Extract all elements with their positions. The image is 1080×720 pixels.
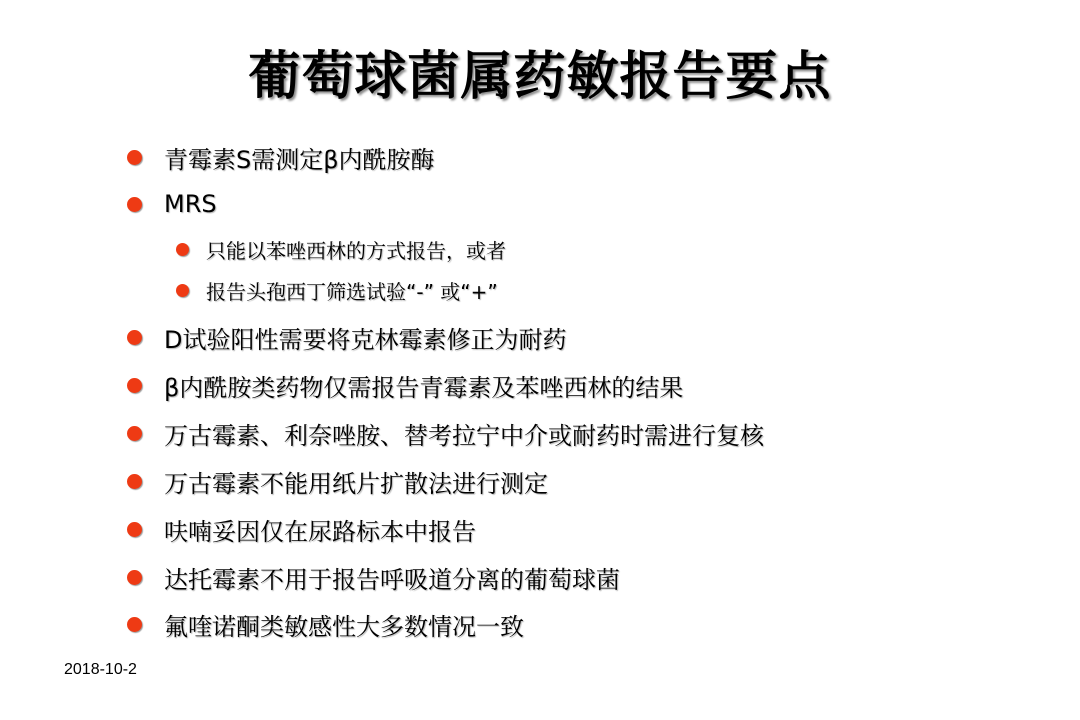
slide-title: 葡萄球菌属药敏报告要点 [248, 47, 832, 107]
list-item [127, 464, 548, 498]
bullet-dot-icon [127, 522, 142, 537]
list-item [127, 416, 764, 450]
sub-list-item-text: 只能以苯唑西林的方式报告，或者 [206, 238, 506, 263]
list-item [127, 187, 217, 221]
bullet-dot-icon [127, 378, 142, 393]
bullet-dot-icon [127, 474, 142, 489]
list-item-text: 呋喃妥因仅在尿路标本中报告 [164, 517, 476, 546]
bullet-dot-icon [176, 284, 189, 297]
list-item [127, 320, 566, 354]
bullet-dot-icon [127, 570, 142, 585]
bullet-dot-icon [127, 330, 142, 345]
bullet-dot-icon [127, 426, 142, 441]
list-item-text: 达托霉素不用于报告呼吸道分离的葡萄球菌 [164, 565, 620, 594]
list-item-text: 青霉素S需测定β内酰胺酶 [164, 145, 435, 174]
list-item-text: β内酰胺类药物仅需报告青霉素及苯唑西林的结果 [164, 373, 684, 402]
bullet-dot-icon [127, 197, 142, 212]
list-item [127, 560, 620, 594]
bullet-dot-icon [127, 617, 142, 632]
bullet-dot-icon [176, 243, 189, 256]
list-item [127, 140, 435, 174]
list-item-text: MRS [164, 190, 217, 218]
list-item-text: 万古霉素不能用纸片扩散法进行测定 [164, 469, 548, 498]
list-item-text: 万古霉素、利奈唑胺、替考拉宁中介或耐药时需进行复核 [164, 421, 764, 450]
sub-list-item [176, 234, 506, 264]
list-item [127, 368, 683, 402]
bullet-dot-icon [127, 150, 142, 165]
list-item-text: D试验阳性需要将克林霉素修正为耐药 [164, 325, 567, 354]
footer-date: 2018-10-2 [64, 661, 137, 678]
list-item [127, 607, 524, 641]
list-item [127, 512, 476, 546]
sub-list-item [176, 275, 498, 305]
sub-list-item-text: 报告头孢西丁筛选试验“-” 或“+” [206, 279, 498, 304]
list-item-text: 氟喹诺酮类敏感性大多数情况一致 [164, 612, 524, 641]
